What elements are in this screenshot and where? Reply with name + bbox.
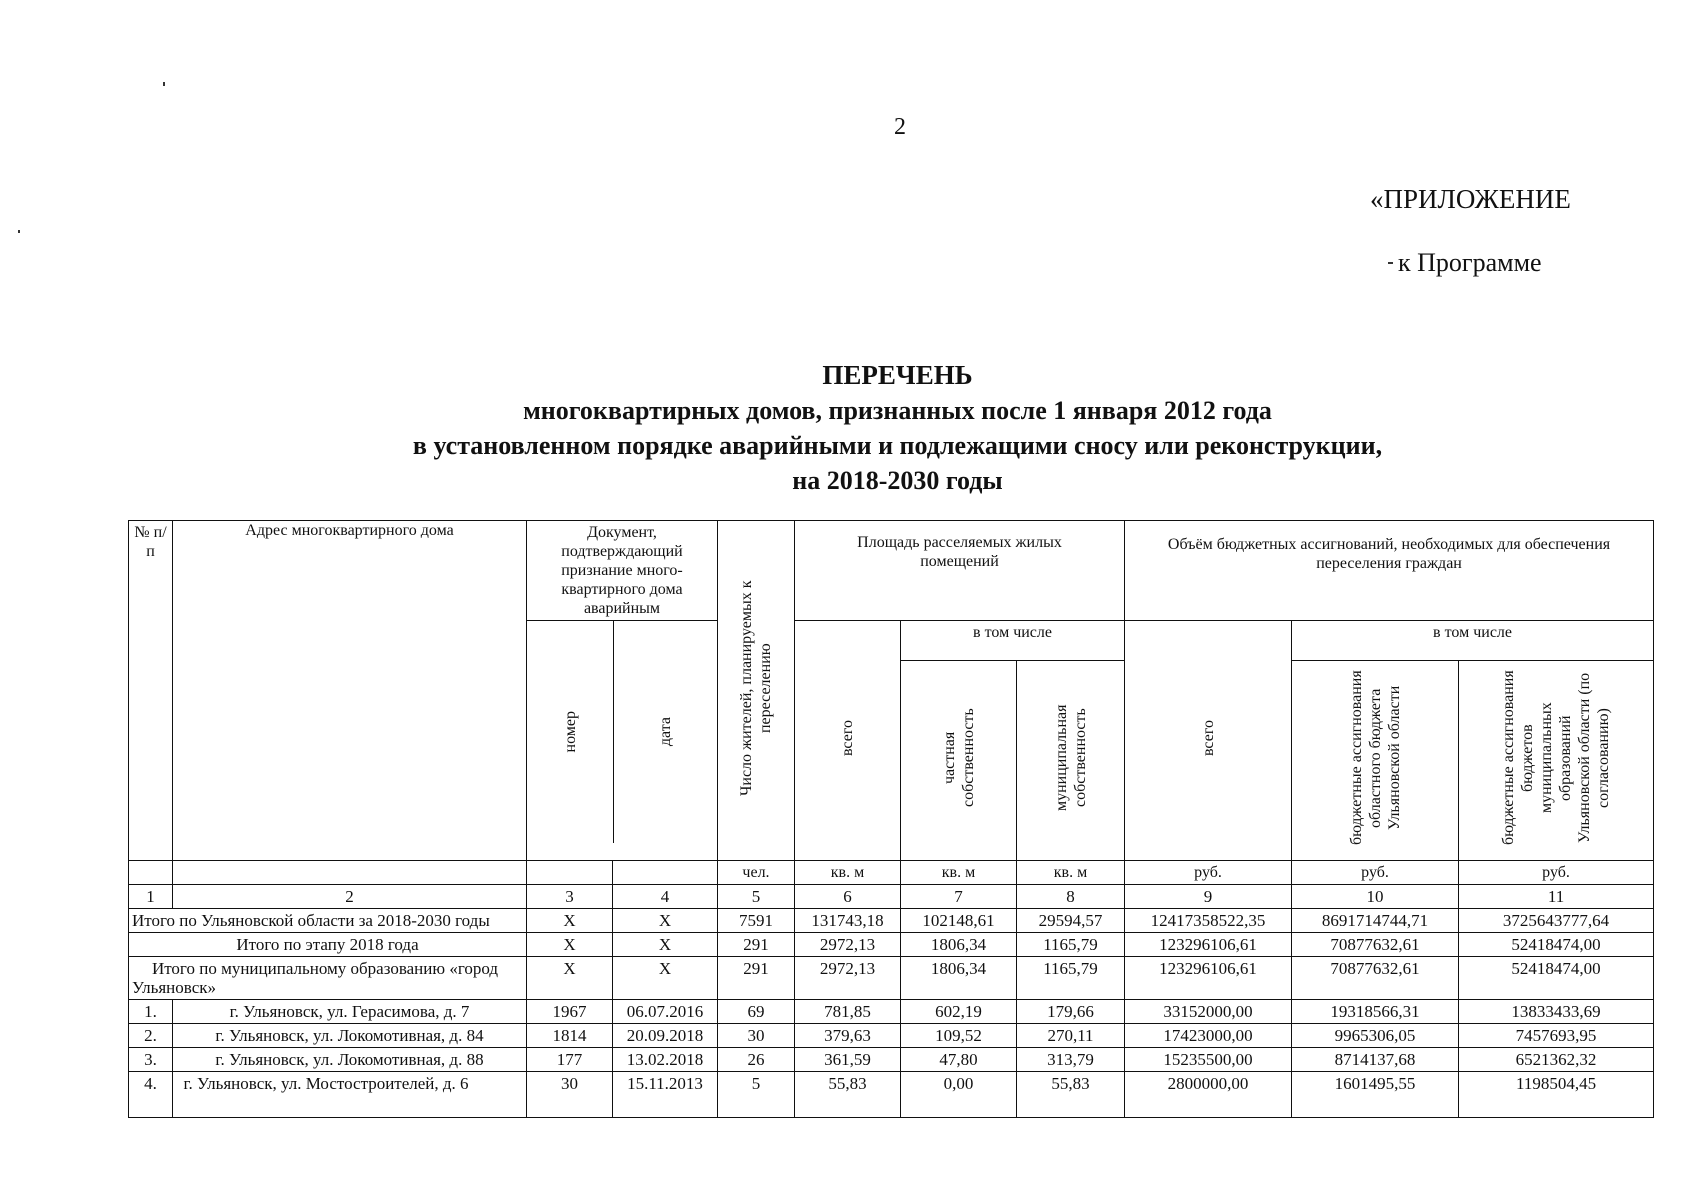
budget-municipal: 1198504,45 bbox=[1459, 1072, 1654, 1118]
document-heading bbox=[280, 358, 1515, 498]
summary-row-stage bbox=[129, 933, 1654, 957]
budget-regional: 19318566,31 bbox=[1292, 1000, 1459, 1024]
budget-total: 123296106,61 bbox=[1125, 933, 1292, 957]
budget-municipal: 7457693,95 bbox=[1459, 1024, 1654, 1048]
column-number: 8 bbox=[1017, 885, 1125, 909]
doc-number: 177 bbox=[527, 1048, 613, 1072]
header-area-total: всего bbox=[839, 719, 856, 757]
header-area-private: частная собственность bbox=[940, 708, 977, 808]
doc-date: 15.11.2013 bbox=[613, 1072, 718, 1118]
header-document: Документ, подтверждающий признание много-квартирного дома аварийным bbox=[527, 521, 718, 621]
header-doc-date-cell bbox=[614, 621, 717, 843]
area-total: 361,59 bbox=[795, 1048, 901, 1072]
column-number: 5 bbox=[718, 885, 795, 909]
row-address: г. Ульяновск, ул. Мостостроителей, д. 6 bbox=[173, 1072, 527, 1118]
budget-total: 15235500,00 bbox=[1125, 1048, 1292, 1072]
table-row bbox=[129, 1072, 1654, 1118]
unit-area-municipal: кв. м bbox=[1017, 861, 1125, 885]
summary-row-municipality bbox=[129, 957, 1654, 1000]
header-area-total-cell bbox=[795, 621, 901, 861]
doc-date: Х bbox=[613, 933, 718, 957]
heading-line-3: в установленном порядке аварийными и подлежащими сносу или реконструкции, bbox=[412, 431, 1383, 460]
area-private: 47,80 bbox=[901, 1048, 1017, 1072]
scan-speck bbox=[163, 82, 165, 86]
header-budget-regional-cell bbox=[1292, 661, 1459, 861]
header-document-sub bbox=[527, 621, 718, 861]
doc-date: 20.09.2018 bbox=[613, 1024, 718, 1048]
area-total: 131743,18 bbox=[795, 909, 901, 933]
header-area-including: в том числе bbox=[901, 621, 1125, 661]
residents: 5 bbox=[718, 1072, 795, 1118]
header-doc-date: дата bbox=[657, 717, 674, 747]
column-number: 1 bbox=[129, 885, 173, 909]
header-budget-municipal-cell bbox=[1459, 661, 1654, 861]
header-doc-number-cell bbox=[527, 621, 614, 843]
doc-number: Х bbox=[527, 957, 613, 1000]
heading-title: ПЕРЕЧЕНЬ bbox=[822, 360, 973, 390]
budget-total: 33152000,00 bbox=[1125, 1000, 1292, 1024]
header-address: Адрес многоквартирного дома bbox=[173, 521, 527, 861]
area-municipal: 1165,79 bbox=[1017, 933, 1125, 957]
row-num: 4. bbox=[129, 1072, 173, 1118]
area-private: 1806,34 bbox=[901, 933, 1017, 957]
unit-budget-municipal: руб. bbox=[1459, 861, 1654, 885]
residents: 30 bbox=[718, 1024, 795, 1048]
appendix-title: «ПРИЛОЖЕНИЕ bbox=[1370, 184, 1571, 214]
doc-number: 1814 bbox=[527, 1024, 613, 1048]
column-number: 7 bbox=[901, 885, 1017, 909]
budget-regional: 9965306,05 bbox=[1292, 1024, 1459, 1048]
header-budget-group: Объём бюджетных ассигнований, необходимых для обеспечения переселения граждан bbox=[1125, 521, 1654, 621]
row-address: г. Ульяновск, ул. Локомотивная, д. 84 bbox=[173, 1024, 527, 1048]
table-row bbox=[129, 1048, 1654, 1072]
header-budget-total-cell bbox=[1125, 621, 1292, 861]
header-area-municipal-cell bbox=[1017, 661, 1125, 861]
residents: 7591 bbox=[718, 909, 795, 933]
column-number: 11 bbox=[1459, 885, 1654, 909]
budget-municipal: 13833433,69 bbox=[1459, 1000, 1654, 1024]
unit-area-private: кв. м bbox=[901, 861, 1017, 885]
residents: 26 bbox=[718, 1048, 795, 1072]
doc-number: Х bbox=[527, 933, 613, 957]
row-num: 3. bbox=[129, 1048, 173, 1072]
summary-label: Итого по Ульяновской области за 2018-2030 годы bbox=[129, 909, 527, 933]
budget-municipal: 52418474,00 bbox=[1459, 933, 1654, 957]
doc-number: 1967 bbox=[527, 1000, 613, 1024]
area-private: 1806,34 bbox=[901, 957, 1017, 1000]
area-private: 0,00 bbox=[901, 1072, 1017, 1118]
budget-municipal: 6521362,32 bbox=[1459, 1048, 1654, 1072]
area-total: 379,63 bbox=[795, 1024, 901, 1048]
area-municipal: 313,79 bbox=[1017, 1048, 1125, 1072]
row-address: г. Ульяновск, ул. Герасимова, д. 7 bbox=[173, 1000, 527, 1024]
residents: 291 bbox=[718, 933, 795, 957]
table-row bbox=[129, 1000, 1654, 1024]
scan-speck bbox=[18, 230, 20, 233]
column-number: 6 bbox=[795, 885, 901, 909]
scan-speck bbox=[1388, 262, 1393, 264]
houses-table bbox=[128, 520, 1654, 1118]
header-doc-number: номер bbox=[561, 711, 579, 753]
header-residents: Число жителей, планируемых к переселению bbox=[738, 580, 774, 796]
summary-label: Итого по муниципальному образованию «город Ульяновск» bbox=[129, 957, 527, 1000]
header-area-private-cell bbox=[901, 661, 1017, 861]
unit-budget-regional: руб. bbox=[1292, 861, 1459, 885]
area-municipal: 55,83 bbox=[1017, 1072, 1125, 1118]
budget-regional: 8714137,68 bbox=[1292, 1048, 1459, 1072]
header-area-municipal: муниципальная собственность bbox=[1052, 704, 1089, 812]
appendix-subtitle: к Программе bbox=[1398, 248, 1542, 277]
budget-total: 17423000,00 bbox=[1125, 1024, 1292, 1048]
area-total: 781,85 bbox=[795, 1000, 901, 1024]
header-budget-total: всего bbox=[1199, 719, 1217, 757]
budget-total: 2800000,00 bbox=[1125, 1072, 1292, 1118]
area-municipal: 1165,79 bbox=[1017, 957, 1125, 1000]
header-area-group: Площадь расселяемых жилых помещений bbox=[795, 521, 1125, 621]
residents: 69 bbox=[718, 1000, 795, 1024]
area-municipal: 29594,57 bbox=[1017, 909, 1125, 933]
doc-number: 30 bbox=[527, 1072, 613, 1118]
area-private: 109,52 bbox=[901, 1024, 1017, 1048]
residents: 291 bbox=[718, 957, 795, 1000]
unit-budget-total: руб. bbox=[1125, 861, 1292, 885]
budget-regional: 8691714744,71 bbox=[1292, 909, 1459, 933]
header-budget-municipal: бюджетные ассигнования бюджетов муниципальных образований Ульяновской области (по согласованию) bbox=[1500, 670, 1613, 846]
column-number: 4 bbox=[613, 885, 718, 909]
budget-municipal: 3725643777,64 bbox=[1459, 909, 1654, 933]
header-num: № п/п bbox=[129, 521, 173, 861]
area-total: 2972,13 bbox=[795, 933, 901, 957]
heading-line-4: на 2018-2030 годы bbox=[792, 466, 1003, 495]
unit-area-total: кв. м bbox=[795, 861, 901, 885]
units-row bbox=[129, 861, 1654, 885]
header-budget-regional: бюджетные ассигнования областного бюджета Ульяновской области bbox=[1347, 670, 1403, 846]
summary-label: Итого по этапу 2018 года bbox=[129, 933, 527, 957]
area-total: 2972,13 bbox=[795, 957, 901, 1000]
row-num: 2. bbox=[129, 1024, 173, 1048]
budget-regional: 70877632,61 bbox=[1292, 933, 1459, 957]
row-address: г. Ульяновск, ул. Локомотивная, д. 88 bbox=[173, 1048, 527, 1072]
budget-municipal: 52418474,00 bbox=[1459, 957, 1654, 1000]
area-private: 602,19 bbox=[901, 1000, 1017, 1024]
header-budget-including: в том числе bbox=[1292, 621, 1654, 661]
budget-total: 123296106,61 bbox=[1125, 957, 1292, 1000]
unit-residents: чел. bbox=[718, 861, 795, 885]
column-number: 10 bbox=[1292, 885, 1459, 909]
doc-date: 06.07.2016 bbox=[613, 1000, 718, 1024]
summary-row-region bbox=[129, 909, 1654, 933]
doc-date: 13.02.2018 bbox=[613, 1048, 718, 1072]
budget-regional: 70877632,61 bbox=[1292, 957, 1459, 1000]
page-number: 2 bbox=[894, 114, 906, 140]
heading-line-2: многоквартирных домов, признанных после 1 января 2012 года bbox=[523, 396, 1272, 425]
header-residents-cell bbox=[718, 521, 795, 861]
area-municipal: 179,66 bbox=[1017, 1000, 1125, 1024]
column-number: 2 bbox=[173, 885, 527, 909]
column-number: 9 bbox=[1125, 885, 1292, 909]
doc-date: Х bbox=[613, 909, 718, 933]
doc-date: Х bbox=[613, 957, 718, 1000]
column-numbers-row bbox=[129, 885, 1654, 909]
column-number: 3 bbox=[527, 885, 613, 909]
budget-total: 12417358522,35 bbox=[1125, 909, 1292, 933]
doc-number: Х bbox=[527, 909, 613, 933]
area-municipal: 270,11 bbox=[1017, 1024, 1125, 1048]
row-num: 1. bbox=[129, 1000, 173, 1024]
budget-regional: 1601495,55 bbox=[1292, 1072, 1459, 1118]
area-total: 55,83 bbox=[795, 1072, 901, 1118]
area-private: 102148,61 bbox=[901, 909, 1017, 933]
table-row bbox=[129, 1024, 1654, 1048]
